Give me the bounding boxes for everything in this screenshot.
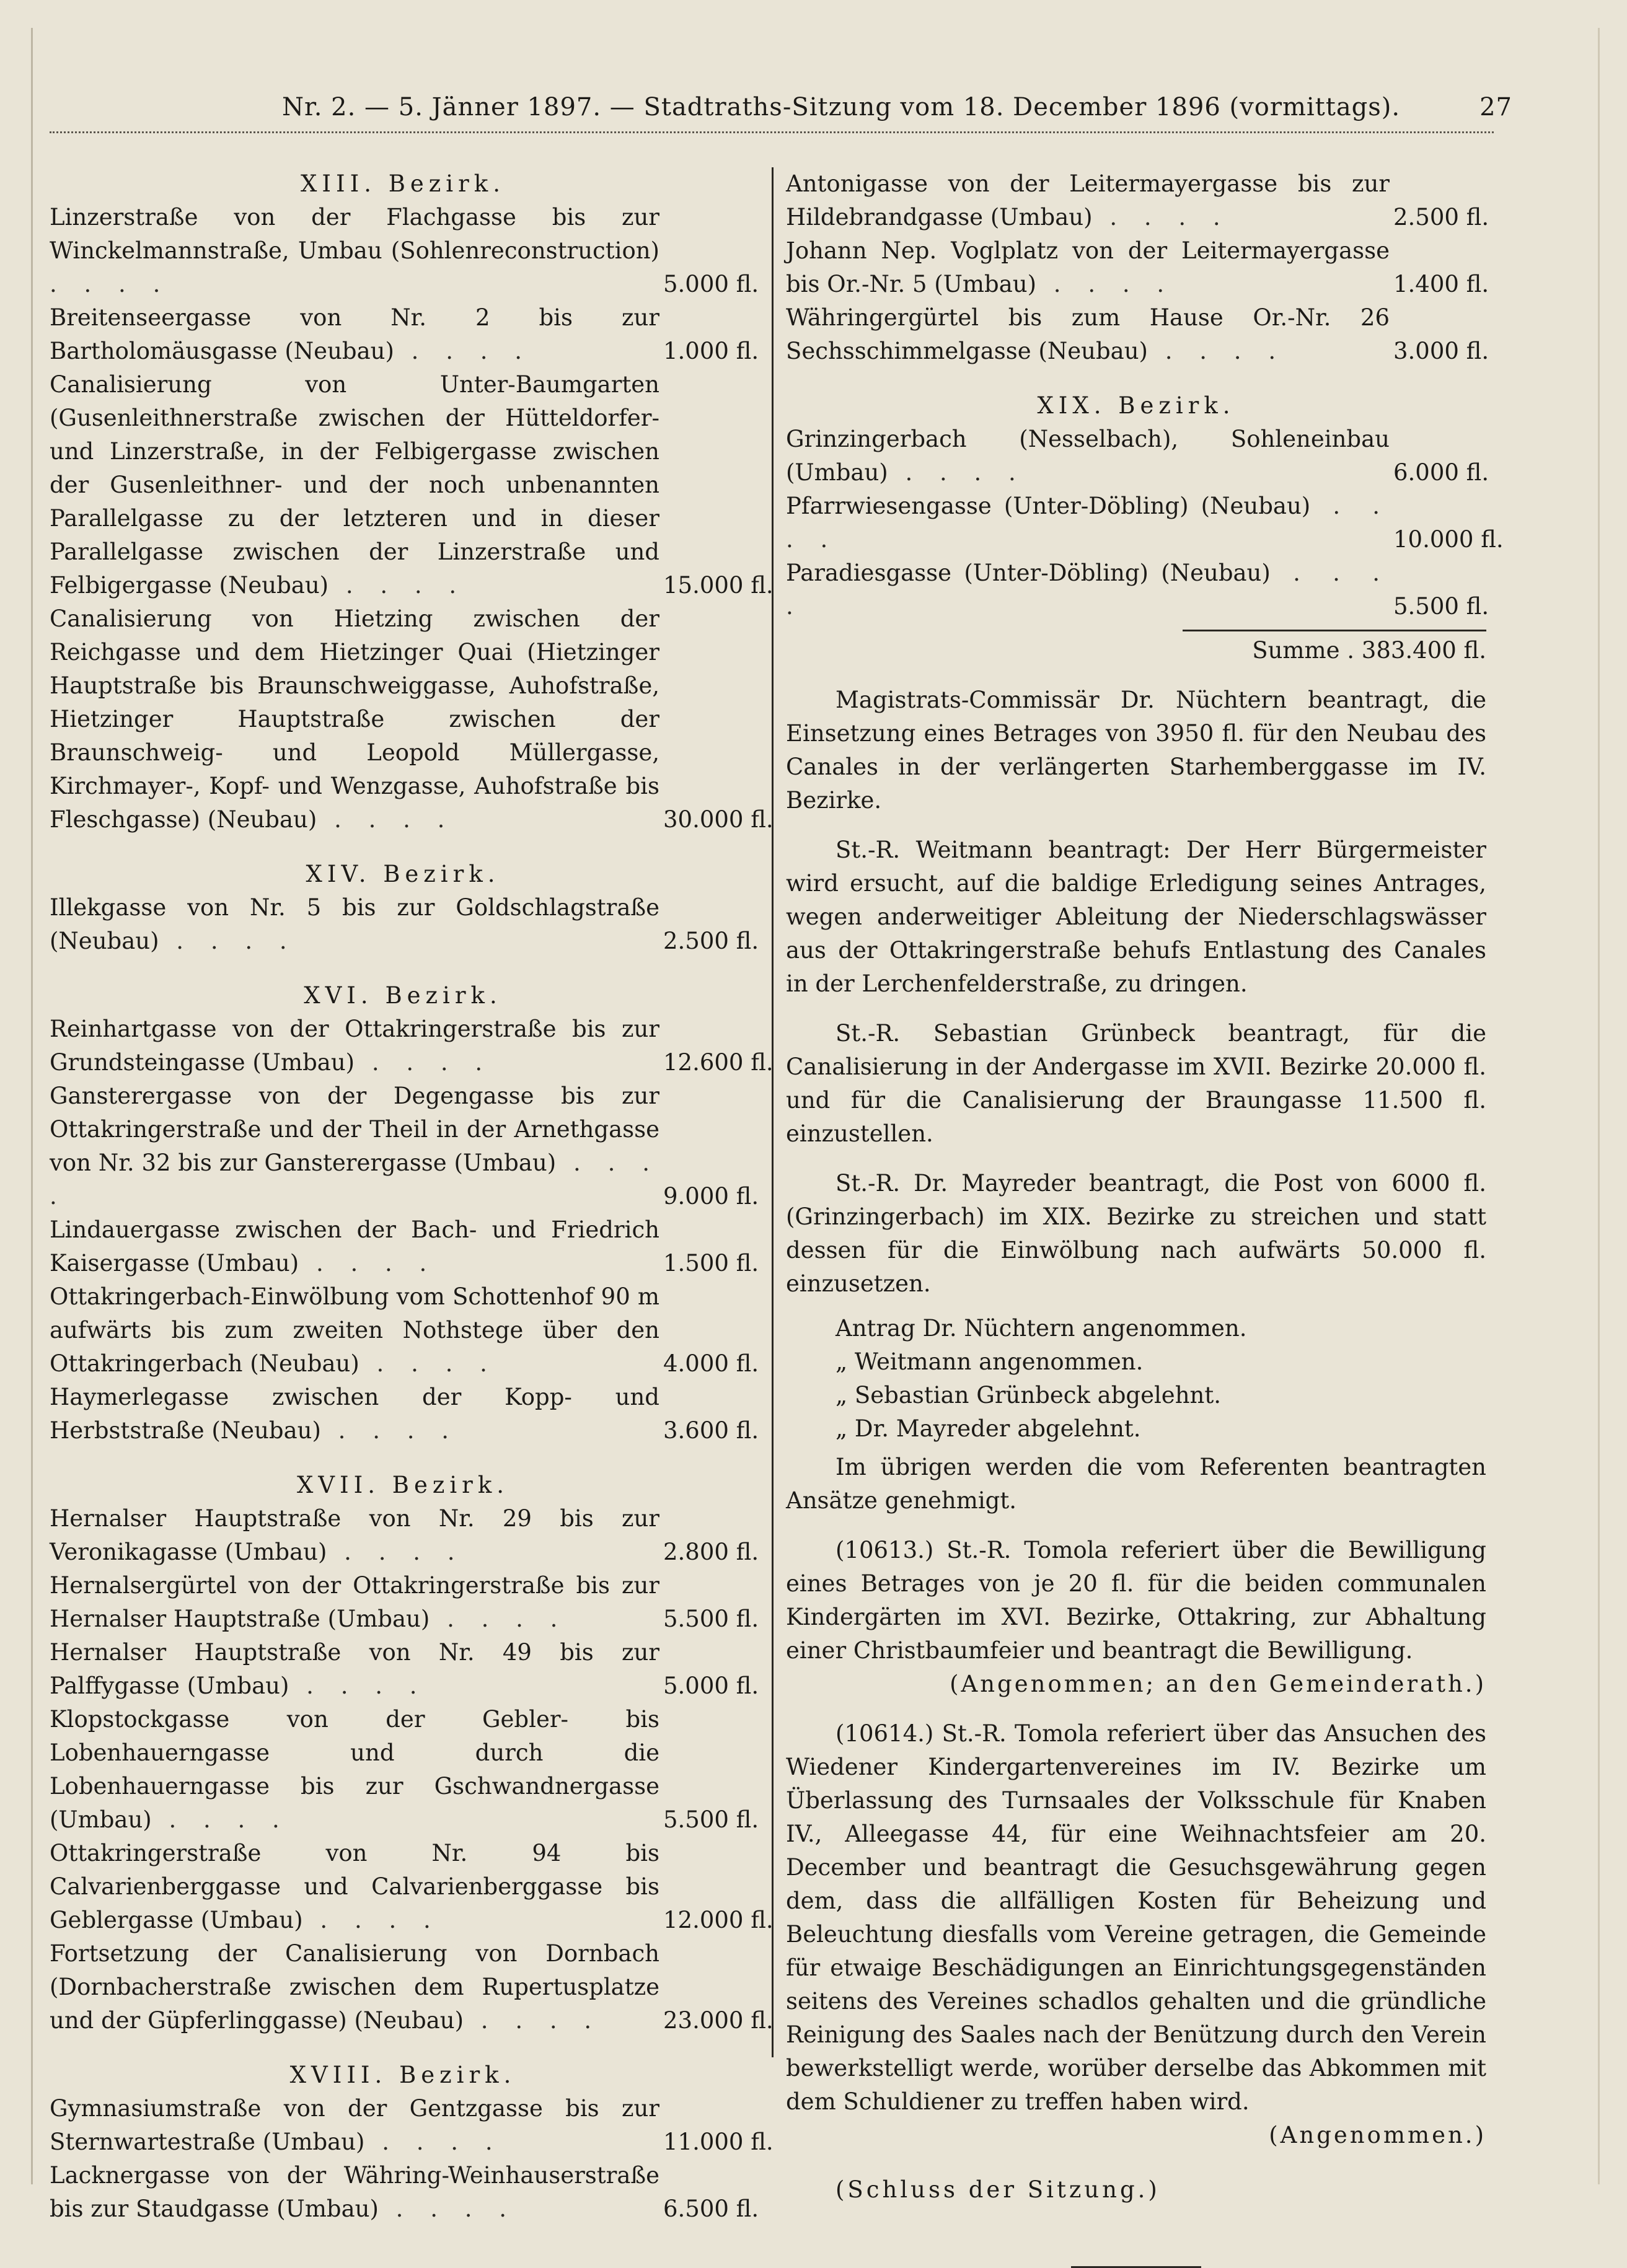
leader-dots: . . . . <box>327 1539 465 1565</box>
result-10614: (Angenommen.) <box>1269 2122 1486 2148</box>
entry-description: Illekgasse von Nr. 5 bis zur Goldschlagstraße (Neubau) . . . . <box>50 894 659 954</box>
district-heading: XVII. Bezirk. <box>296 1472 509 1498</box>
district-heading: XIV. Bezirk. <box>306 861 500 887</box>
leader-dots: . . . . <box>159 928 297 954</box>
budget-entry <box>50 891 759 958</box>
budget-entry <box>50 1280 759 1381</box>
leader-dots: . . . . <box>359 1350 497 1377</box>
entry-description: Canalisierung von Unter-Baumgarten (Gusenleithnerstraße zwischen der Hütteldorfer- und Linzerstraße, in der Felbigergasse zwischen der Gusenleithner- und der noch unbenannten Parallelgasse zu der letzteren und in dieser Parallelgasse zwischen der Linzerstraße und Felbigergasse (Neubau) . . . . <box>50 371 659 599</box>
entry-description: Linzerstraße von der Flachgasse bis zur Winckelmannstraße, Umbau (Sohlenreconstruction) . . . . <box>50 204 659 297</box>
vote-line: „ Dr. Mayreder abgelehnt. <box>836 1415 1141 1442</box>
entry-amount: 23.000 fl. <box>663 2007 774 2034</box>
budget-entry <box>50 301 759 368</box>
vote-line: „ Weitmann angenommen. <box>836 1348 1144 1375</box>
closing-note: (Schluss der Sitzung.) <box>836 2176 1160 2203</box>
sum-label: Summe . <box>1252 637 1355 664</box>
entry-amount: 5.000 fl. <box>663 1672 759 1699</box>
vote-line: Antrag Dr. Nüchtern angenommen. <box>836 1315 1247 1342</box>
entry-description: Grinzingerbach (Nesselbach), Sohleneinbau (Umbau) . . . . <box>786 426 1390 486</box>
leader-dots: . . . . <box>320 1417 459 1444</box>
leader-dots: . . . . <box>364 2129 503 2155</box>
left-column <box>50 167 774 2226</box>
item-10614: (10614.) St.-R. Tomola referiert über das Ansuchen des Wiedener Kindergartenvereines im IV. Bezirke um Überlassung des Turnsaales der Volksschule für Knaben IV., Alleegasse 44, für eine Weihnachtsfeier am 20. December und beantragt die Gesuchsgewährung gegen dem, dass die allfälligen Kosten für Beheizung und Beleuchtung diesfalls vom Vereine getragen, die Gemeinde für etwaige Beschädigungen an Einrichtungsgegenständen seitens des Vereines schadlos gehalten und die gründliche Reinigung des Saales nach der Benützung durch den Verein bewerkstelligt werde, worüber derselbe das Abkommen mit dem Schuldiener zu treffen haben wird. <box>786 1720 1486 2115</box>
sum-value: 383.400 fl. <box>1361 637 1486 664</box>
budget-entry <box>50 1703 759 1837</box>
page-number: 27 <box>1479 93 1512 121</box>
budget-entry <box>786 167 1489 234</box>
entry-description: Hernalser Hauptstraße von Nr. 49 bis zur Palffygasse (Umbau) . . . . <box>50 1639 659 1699</box>
entry-amount: 5.000 fl. <box>663 271 759 297</box>
right-column <box>786 167 1504 2268</box>
entry-description: Gansterergasse von der Degengasse bis zur Ottakringerstraße und der Theil in der Arnethgasse von Nr. 32 bis zur Gansterergasse (Umbau) . . . . <box>50 1083 659 1210</box>
paragraph-nuechtern: Magistrats-Commissär Dr. Nüchtern beantragt, die Einsetzung eines Betrages von 3950 fl. für den Neubau des Canales in der verlängerten Starhemberggasse im IV. Bezirke. <box>786 687 1486 814</box>
leader-dots: . . . . <box>430 1606 568 1632</box>
entry-amount: 5.500 fl. <box>663 1806 759 1833</box>
entry-description: Breitenseergasse von Nr. 2 bis zur Bartholomäusgasse (Neubau) . . . . <box>50 304 659 364</box>
budget-entry <box>50 1569 759 1636</box>
sum-line <box>786 634 1486 667</box>
item-10613: (10613.) St.-R. Tomola referiert über die Bewilligung eines Betrages von je 20 fl. für die beiden communalen Kindergärten im XVI. Bezirke, Ottakring, zur Abhaltung einer Christbaumfeier und beantragt die Bewilligung. <box>786 1537 1486 1664</box>
budget-entry <box>50 1381 759 1448</box>
entry-description: Lacknergasse von der Währing-Weinhauserstraße bis zur Staudgasse (Umbau) . . . . <box>50 2162 659 2222</box>
result-10613: (Angenommen; an den Gemeinderath.) <box>950 1671 1486 1697</box>
leader-dots: . . . . <box>289 1672 427 1699</box>
budget-entry <box>50 1937 774 2037</box>
district-heading: XVI. Bezirk. <box>304 982 502 1009</box>
district-heading: XIII. Bezirk. <box>301 170 505 197</box>
entry-amount: 10.000 fl. <box>1393 526 1504 553</box>
district-heading-xix: XIX. Bezirk. <box>1037 392 1235 419</box>
budget-entry <box>786 234 1489 301</box>
sum-rule <box>1183 630 1486 631</box>
budget-entry <box>50 1213 759 1280</box>
leader-dots: . . . . <box>1036 271 1175 297</box>
leader-dots: . . . . <box>328 572 467 599</box>
budget-entry <box>50 2159 759 2226</box>
entry-description: Ottakringerstraße von Nr. 94 bis Calvarienberggasse und Calvarienberggasse bis Geblergasse (Umbau) . . . . <box>50 1840 659 1933</box>
entry-description: Lindauergasse zwischen der Bach- und Friedrich Kaisergasse (Umbau) . . . . <box>50 1216 659 1277</box>
leader-dots: . . . . <box>464 2007 602 2034</box>
column-divider <box>772 167 774 2057</box>
district-heading: XVIII. Bezirk. <box>289 2062 516 2088</box>
entry-amount: 30.000 fl. <box>663 806 774 833</box>
running-title: Nr. 2. — 5. Jänner 1897. — Stadtraths-Sitzung vom 18. December 1896 (vormittags). <box>282 93 1401 121</box>
leader-dots: . . . . <box>378 2195 517 2222</box>
budget-entry <box>50 1837 774 1937</box>
entry-amount: 6.500 fl. <box>663 2195 759 2222</box>
budget-entry <box>50 1636 759 1703</box>
paragraph-rest: Im übrigen werden die vom Referenten beantragten Ansätze genehmigt. <box>786 1454 1486 1514</box>
entry-description: Antonigasse von der Leitermayergasse bis zur Hildebrandgasse (Umbau) . . . . <box>786 170 1390 231</box>
leader-dots: . . . . <box>786 560 1390 620</box>
leader-dots: . . . . <box>50 1149 659 1210</box>
xix-entries <box>786 423 1504 623</box>
budget-entry <box>786 423 1489 490</box>
entry-amount: 4.000 fl. <box>663 1350 759 1377</box>
paragraph-mayreder: St.-R. Dr. Mayreder beantragt, die Post von 6000 fl. (Grinzingerbach) im XIX. Bezirke zu streichen und statt dessen für die Einwölbung nach aufwärts 50.000 fl. einzusetzen. <box>786 1170 1486 1297</box>
paragraph-weitmann: St.-R. Weitmann beantragt: Der Herr Bürgermeister wird ersucht, auf die baldige Erledigung seines Antrages, wegen anderweitiger Ableitung der Niederschlagswässer aus der Ottakringerstraße behufs Entlastung des Canales in der Lerchenfelderstraße, zu dringen. <box>786 837 1486 997</box>
entry-description: Reinhartgasse von der Ottakringerstraße bis zur Grundsteingasse (Umbau) . . . . <box>50 1016 659 1076</box>
entry-amount: 2.800 fl. <box>663 1539 759 1565</box>
entry-description: Pfarrwiesengasse (Unter-Döbling) (Neubau) . . . . <box>786 493 1390 553</box>
entry-description: Haymerlegasse zwischen der Kopp- und Herbststraße (Neubau) . . . . <box>50 1384 659 1444</box>
leader-dots: . . . . <box>299 1250 437 1277</box>
entry-amount: 9.000 fl. <box>663 1183 759 1210</box>
budget-entry <box>786 301 1489 368</box>
leader-dots: . . . . <box>394 338 532 364</box>
budget-entry <box>50 1079 759 1213</box>
budget-entry <box>786 490 1504 556</box>
entry-amount: 1.500 fl. <box>663 1250 759 1277</box>
continued-entries <box>786 167 1489 368</box>
entry-description: Hernalsergürtel von der Ottakringerstraße bis zur Hernalser Hauptstraße (Umbau) . . . . <box>50 1572 659 1632</box>
entry-amount: 6.000 fl. <box>1393 459 1489 486</box>
entry-description: Gymnasiumstraße von der Gentzgasse bis zur Sternwartestraße (Umbau) . . . . <box>50 2095 659 2155</box>
entry-description: Hernalser Hauptstraße von Nr. 29 bis zur Veronikagasse (Umbau) . . . . <box>50 1505 659 1565</box>
leader-dots: . . . . <box>317 806 455 833</box>
header-rule <box>50 131 1494 133</box>
budget-entry <box>50 1013 774 1079</box>
leader-dots: . . . . <box>1092 204 1230 231</box>
vote-results <box>836 1312 1486 1446</box>
entry-amount: 2.500 fl. <box>1393 204 1489 231</box>
entry-description: Canalisierung von Hietzing zwischen der Reichgasse und dem Hietzinger Quai (Hietzinger Hauptstraße bis Braunschweiggasse, Auhofstraße, Hietzinger Hauptstraße zwischen der Braunschweig- und Leopold Müllergasse, Kirchmayer-, Kopf- und Wenzgasse, Auhofstraße bis Fleschgasse) (Neubau) . . . . <box>50 605 659 833</box>
entry-amount: 3.600 fl. <box>663 1417 759 1444</box>
entry-amount: 1.400 fl. <box>1393 271 1489 297</box>
leader-dots: . . . . <box>1147 338 1286 364</box>
entry-description: Johann Nep. Voglplatz von der Leitermayergasse bis Or.-Nr. 5 (Umbau) . . . . <box>786 237 1390 297</box>
entry-amount: 12.600 fl. <box>663 1049 774 1076</box>
budget-entry <box>50 2092 774 2159</box>
budget-entry <box>786 556 1489 623</box>
leader-dots: . . . . <box>888 459 1026 486</box>
entry-description: Ottakringerbach-Einwölbung vom Schottenhof 90 m aufwärts bis zum zweiten Nothstege über den Ottakringerbach (Neubau) . . . . <box>50 1283 659 1377</box>
entry-description: Paradiesgasse (Unter-Döbling) (Neubau) . . . . <box>786 560 1390 620</box>
budget-entry <box>50 602 774 837</box>
page-header <box>50 87 1512 130</box>
leader-dots: . . . . <box>151 1806 289 1833</box>
entry-amount: 5.500 fl. <box>663 1606 759 1632</box>
vote-line: „ Sebastian Grünbeck abgelehnt. <box>836 1382 1221 1409</box>
budget-entry <box>50 201 759 301</box>
entry-amount: 15.000 fl. <box>663 572 774 599</box>
entry-amount: 5.500 fl. <box>1393 593 1489 620</box>
entry-description: Klopstockgasse von der Gebler- bis Lobenhauerngasse und durch die Lobenhauerngasse bis zur Gschwandnergasse (Umbau) . . . . <box>50 1706 659 1833</box>
leader-dots: . . . . <box>355 1049 493 1076</box>
entry-description: Währingergürtel bis zum Hause Or.-Nr. 26 Sechsschimmelgasse (Neubau) . . . . <box>786 304 1390 364</box>
entry-amount: 3.000 fl. <box>1393 338 1489 364</box>
leader-dots: . . . . <box>50 271 170 297</box>
budget-entry <box>50 368 774 602</box>
entry-amount: 11.000 fl. <box>663 2129 774 2155</box>
entry-description: Fortsetzung der Canalisierung von Dornbach (Dornbacherstraße zwischen dem Rupertusplatze und der Güpferlinggasse) (Neubau) . . . . <box>50 1940 659 2034</box>
entry-amount: 2.500 fl. <box>663 928 759 954</box>
entry-amount: 12.000 fl. <box>663 1907 774 1933</box>
paragraph-gruenbeck: St.-R. Sebastian Grünbeck beantragt, für die Canalisierung in der Andergasse im XVII. Bezirke 20.000 fl. und für die Canalisierung der Braungasse 11.500 fl. einzustellen. <box>786 1020 1486 1147</box>
entry-amount: 1.000 fl. <box>663 338 759 364</box>
budget-entry <box>50 1502 759 1569</box>
leader-dots: . . . . <box>786 493 1390 553</box>
leader-dots: . . . . <box>302 1907 441 1933</box>
